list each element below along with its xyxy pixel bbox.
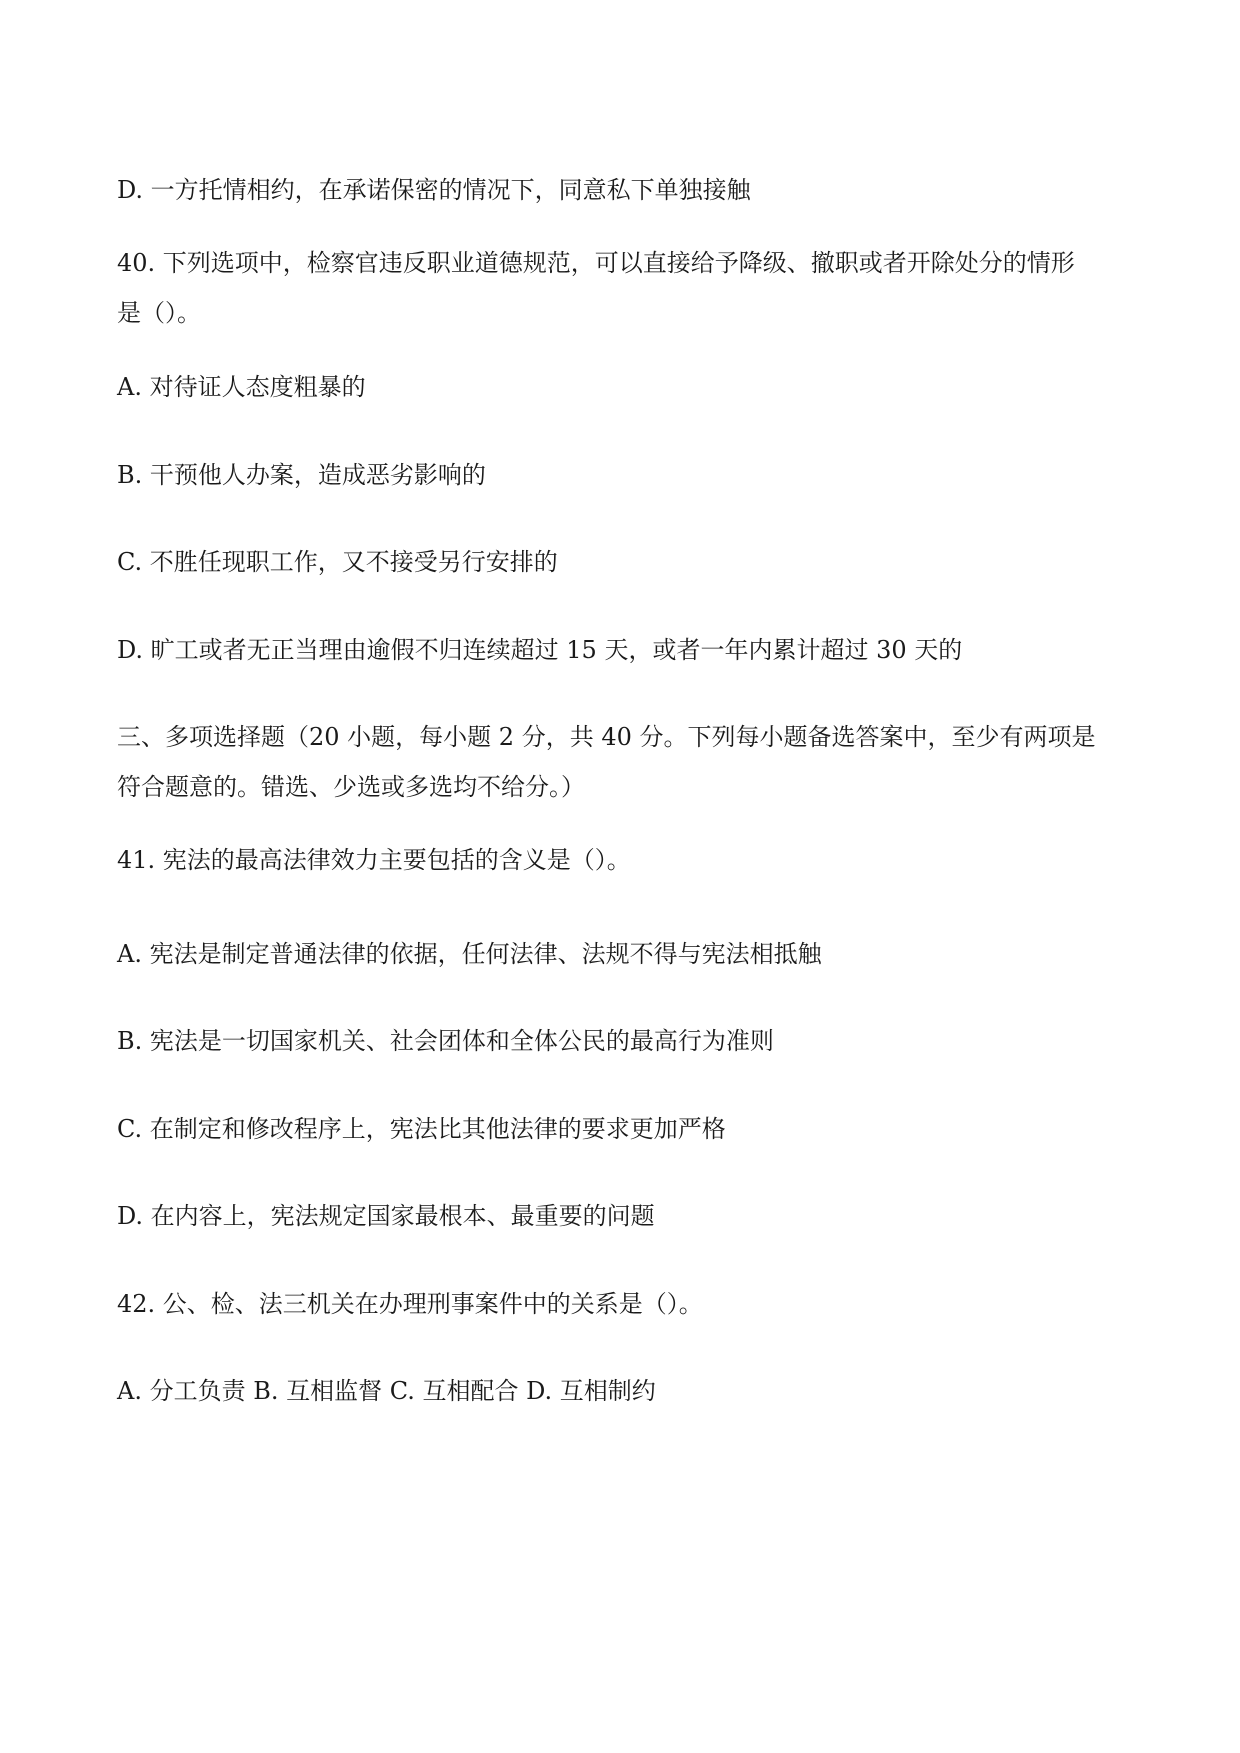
section-3-heading-line-1: 三、多项选择题（20 小题，每小题 2 分，共 40 分。下列每小题备选答案中，至少有两项是: [117, 723, 1096, 751]
option-d-q39: D. 一方托情相约，在承诺保密的情况下，同意私下单独接触: [117, 176, 751, 204]
option-d-q40: D. 旷工或者无正当理由逾假不归连续超过 15 天，或者一年内累计超过 30 天的: [117, 636, 963, 664]
option-a-q41: A. 宪法是制定普通法律的依据，任何法律、法规不得与宪法相抵触: [117, 940, 822, 968]
option-d-q41: D. 在内容上，宪法规定国家最根本、最重要的问题: [117, 1202, 655, 1230]
options-q42: A. 分工负责 B. 互相监督 C. 互相配合 D. 互相制约: [117, 1377, 656, 1405]
question-42: 42. 公、检、法三机关在办理刑事案件中的关系是（）。: [117, 1290, 703, 1318]
option-c-q40: C. 不胜任现职工作，又不接受另行安排的: [117, 548, 558, 576]
option-b-q41: B. 宪法是一切国家机关、社会团体和全体公民的最高行为准则: [117, 1027, 774, 1055]
question-41: 41. 宪法的最高法律效力主要包括的含义是（）。: [117, 846, 631, 874]
option-b-q40: B. 干预他人办案，造成恶劣影响的: [117, 461, 486, 489]
option-a-q40: A. 对待证人态度粗暴的: [117, 373, 366, 401]
question-40-line-2: 是（）。: [117, 299, 201, 327]
section-3-heading-line-2: 符合题意的。错选、少选或多选均不给分。）: [117, 773, 585, 801]
question-40-line-1: 40. 下列选项中，检察官违反职业道德规范，可以直接给予降级、撤职或者开除处分的情形: [117, 249, 1075, 277]
option-c-q41: C. 在制定和修改程序上，宪法比其他法律的要求更加严格: [117, 1115, 726, 1143]
